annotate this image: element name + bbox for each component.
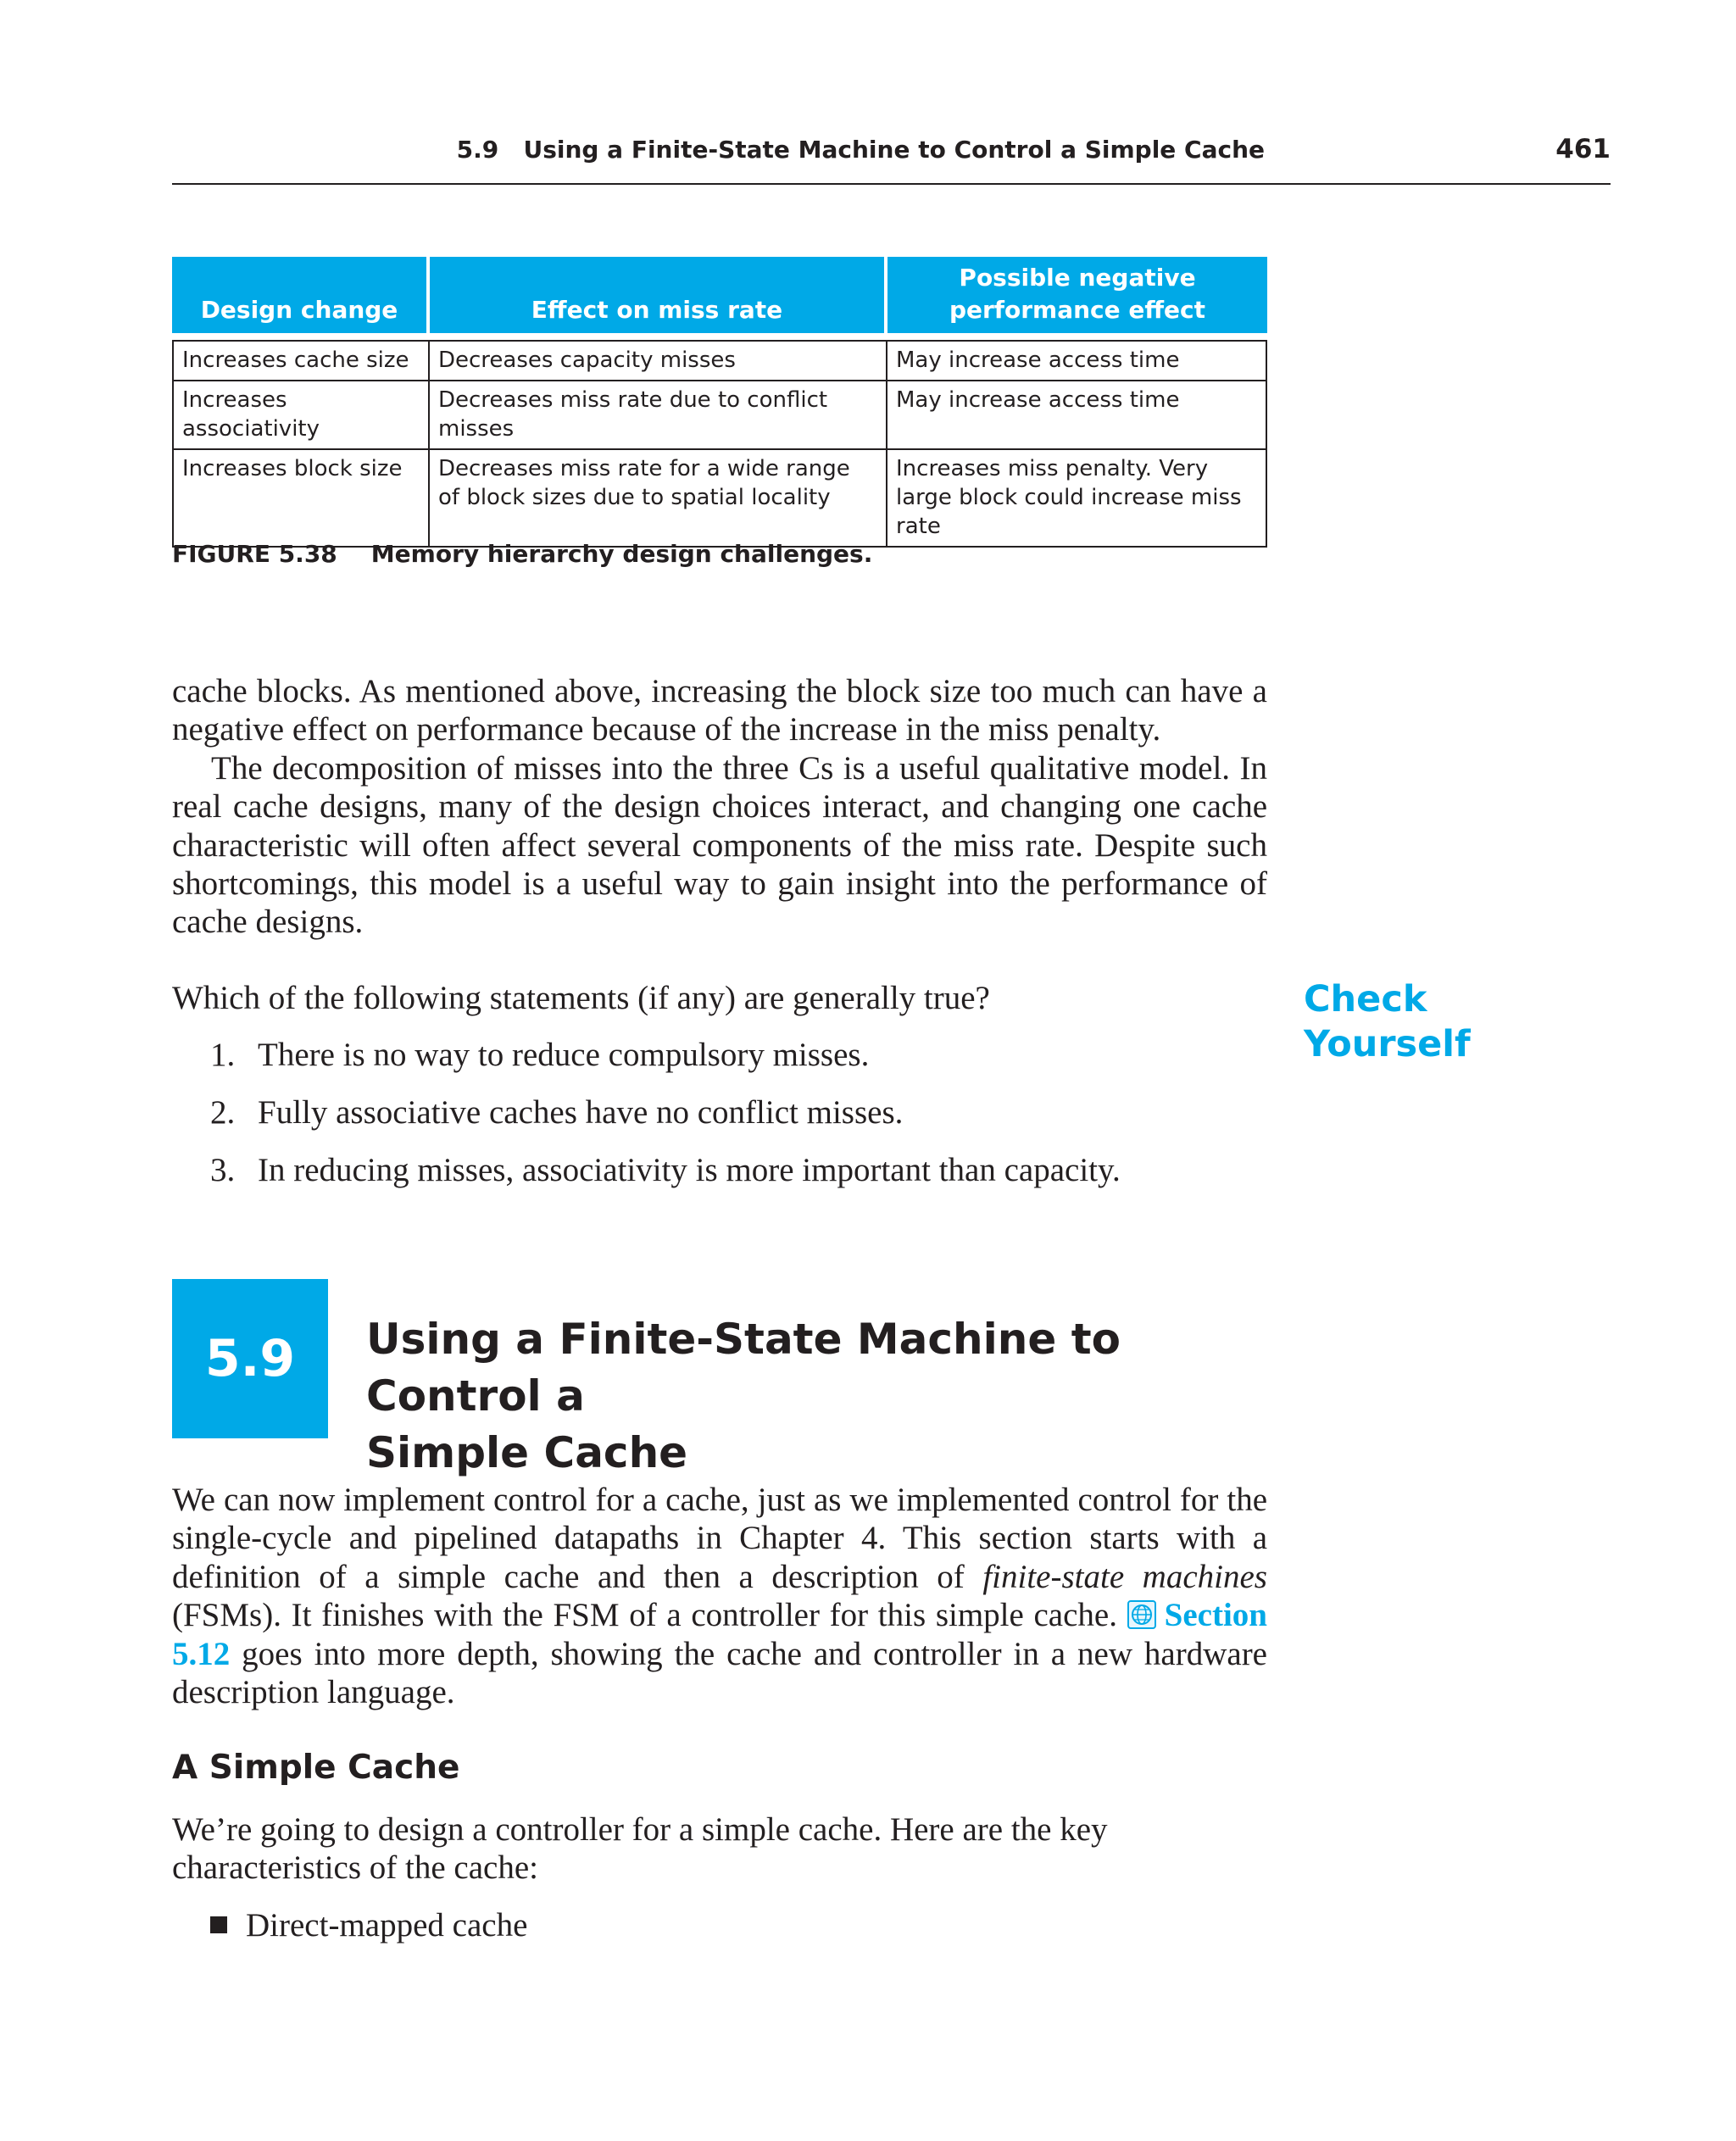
text-run: (FSMs). It finishes with the FSM of a controller for this simple cache. <box>172 1597 1127 1634</box>
list-item <box>210 1093 903 1132</box>
paragraph: The decomposition of misses into the three Cs is a useful qualitative model. In real cache designs, many of the design choices interact, and changing one cache characteristic will often affect several components of the miss rate. Despite such shortcomings, this model is a useful way to gain insight into the performance of cache designs. <box>172 749 1267 941</box>
check-yourself-line: Check <box>1304 978 1427 1020</box>
table-row <box>172 450 1267 548</box>
list-item <box>210 1151 1121 1189</box>
table-cell: Decreases miss rate for a wide range of block sizes due to spatial locality <box>430 450 887 548</box>
section-title-line: Using a Finite-State Machine to Control a <box>366 1315 1121 1421</box>
table-cell: Increases associativity <box>172 381 430 450</box>
figure-title: Memory hierarchy design challenges. <box>370 540 873 568</box>
design-challenges-table <box>172 257 1267 548</box>
item-number: 3. <box>210 1152 236 1188</box>
subsection-intro <box>172 1810 1267 1888</box>
table-row <box>172 381 1267 450</box>
check-yourself-label <box>1304 977 1471 1067</box>
check-yourself-line: Yourself <box>1304 1023 1471 1065</box>
section-intro <box>172 1481 1267 1711</box>
table-cell: Increases block size <box>172 450 430 548</box>
table-cell: May increase access time <box>887 340 1267 381</box>
table-cell: Decreases miss rate due to conflict misses <box>430 381 887 450</box>
list-item <box>210 1906 527 1944</box>
table-cell: Increases miss penalty. Very large block could increase miss rate <box>887 450 1267 548</box>
paragraph: cache blocks. As mentioned above, increasing the block size too much can have a negative effect on performance because of the increase in the miss penalty. <box>172 673 1267 748</box>
globe-icon <box>1127 1600 1156 1629</box>
item-text: There is no way to reduce compulsory misses. <box>258 1037 870 1073</box>
item-text: Direct-mapped cache <box>246 1907 528 1944</box>
figure-caption <box>172 540 872 568</box>
header-design-change: Design change <box>172 257 430 333</box>
section-title <box>366 1311 1299 1482</box>
section-5-12-link[interactable]: Section 5.12 <box>172 1597 1267 1672</box>
subsection-title: A Simple Cache <box>172 1749 460 1787</box>
section-number-box <box>172 1279 328 1438</box>
item-number: 2. <box>210 1094 236 1131</box>
paragraph <box>172 1481 1267 1711</box>
section-title-line: Simple Cache <box>366 1428 688 1477</box>
running-header <box>172 127 1611 185</box>
item-text: In reducing misses, associativity is more important than capacity. <box>258 1152 1121 1188</box>
text-run: We can now implement control for a cache, just as we implemented control for the single-cycle and pipelined datapaths in Chapter 4. This section starts with a definition of a simple cache and then a description of <box>172 1482 1267 1595</box>
table-header-row <box>172 257 1267 333</box>
table-cell: Increases cache size <box>172 340 430 381</box>
header-effect-on-miss-rate: Effect on miss rate <box>430 257 887 333</box>
list-item <box>210 1036 869 1074</box>
body-text <box>172 672 1267 942</box>
paragraph: We’re going to design a controller for a simple cache. Here are the key characteristics of the cache: <box>172 1811 1108 1887</box>
header-negative-effect: Possible negative performance effect <box>887 257 1267 333</box>
item-text: Fully associative caches have no conflict misses. <box>258 1094 904 1131</box>
bullet-square-icon <box>210 1916 227 1933</box>
item-number: 1. <box>210 1037 236 1073</box>
table-row <box>172 340 1267 381</box>
page-number: 461 <box>1555 134 1611 164</box>
figure-label: FIGURE 5.38 <box>172 540 337 568</box>
italic-term: finite-state machines <box>982 1558 1267 1595</box>
section-number: 5.9 <box>204 1329 296 1388</box>
check-question: Which of the following statements (if any) are generally true? <box>172 980 990 1016</box>
table-cell: Decreases capacity misses <box>430 340 887 381</box>
running-title: 5.9 Using a Finite-State Machine to Control a Simple Cache <box>456 136 1265 164</box>
table-cell: May increase access time <box>887 381 1267 450</box>
text-run: goes into more depth, showing the cache and controller in a new hardware description language. <box>172 1635 1267 1711</box>
